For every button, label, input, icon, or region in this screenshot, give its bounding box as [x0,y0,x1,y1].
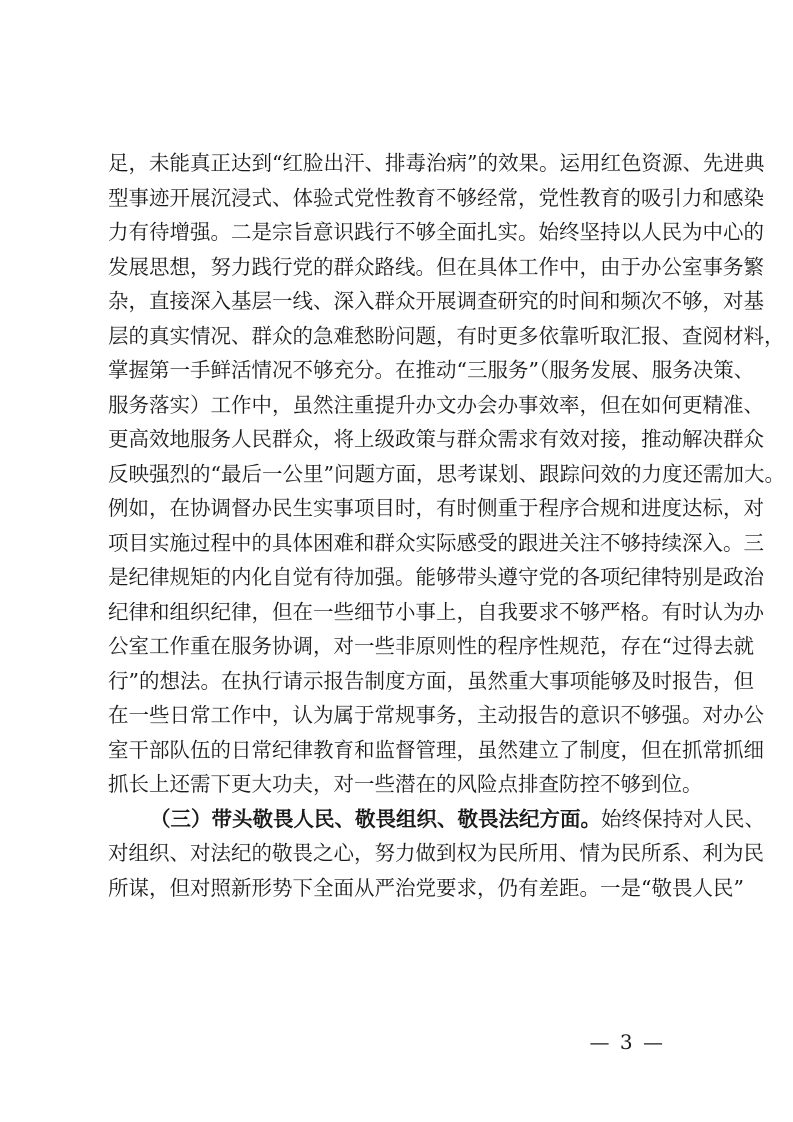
text-line: 对组织、对法纪的敬畏之心，努力做到权为民所用、情为民所系、利为民 [108,841,764,865]
body-text [108,146,785,905]
text-line: 层的真实情况、群众的急难愁盼问题，有时更多依靠听取汇报、查阅材料， [108,323,785,348]
text-line: 更高效地服务人民群众，将上级政策与群众需求有效对接，推动解决群众 [108,427,764,451]
paragraph-continuation [108,146,785,802]
text-line: 反映强烈的“最后一公里”问题方面，思考谋划、跟踪问效的力度还需加大。 [108,461,785,486]
text-line: 足，未能真正达到“红脸出汗、排毒治病”的效果。运用红色资源、先进典 [108,151,765,175]
text-line: 所谋，但对照新形势下全面从严治党要求，仍有差距。一是“敬畏人民” [108,875,744,900]
text-line: 发展思想，努力践行党的群众路线。但在具体工作中，由于办公室事务繁 [108,254,764,279]
text-line: 纪律和组织纪律，但在一些细节小事上，自我要求不够严格。有时认为办 [108,599,764,624]
text-line: 抓长上还需下更大功夫，对一些潜在的风险点排查防控不够到位。 [108,772,703,796]
text-line: 是纪律规矩的内化自觉有待加强。能够带头遵守党的各项纪律特别是政治 [108,565,764,589]
text-line: 例如，在协调督办民生实事项目时，有时侧重于程序合规和进度达标，对 [108,496,764,520]
text-line: 掌握第一手鲜活情况不够充分。在推动“三服务”（服务发展、服务决策、 [108,358,755,382]
text-line: 公室工作重在服务协调，对一些非原则性的程序性规范，存在“过得去就 [108,634,754,658]
section-first-line-text: 始终保持对人民、 [601,806,765,831]
section-paragraph [108,802,765,906]
text-line: 服务落实）工作中，虽然注重提升办文办会办事效率，但在如何更精准、 [108,392,764,417]
section-first-line [108,802,765,837]
text-line: 型事迹开展沉浸式、体验式党性教育不够经常，党性教育的吸引力和感染 [108,185,764,210]
text-line: 杂，直接深入基层一线、深入群众开展调查研究的时间和频次不够，对基 [108,289,764,313]
text-line: 行”的想法。在执行请示报告制度方面，虽然重大事项能够及时报告，但 [108,668,754,693]
section-heading: （三）带头敬畏人民、敬畏组织、敬畏法纪方面。 [150,806,601,831]
text-line: 室干部队伍的日常纪律教育和监督管理，虽然建立了制度，但在抓常抓细 [108,737,764,762]
text-line: 项目实施过程中的具体困难和群众实际感受的跟进关注不够持续深入。三 [108,530,764,555]
page-number: — 3 — [589,1030,665,1054]
text-line: 力有待增强。二是宗旨意识践行不够全面扎实。始终坚持以人民为中心的 [108,220,764,244]
text-line: 在一些日常工作中，认为属于常规事务，主动报告的意识不够强。对办公 [108,703,764,727]
